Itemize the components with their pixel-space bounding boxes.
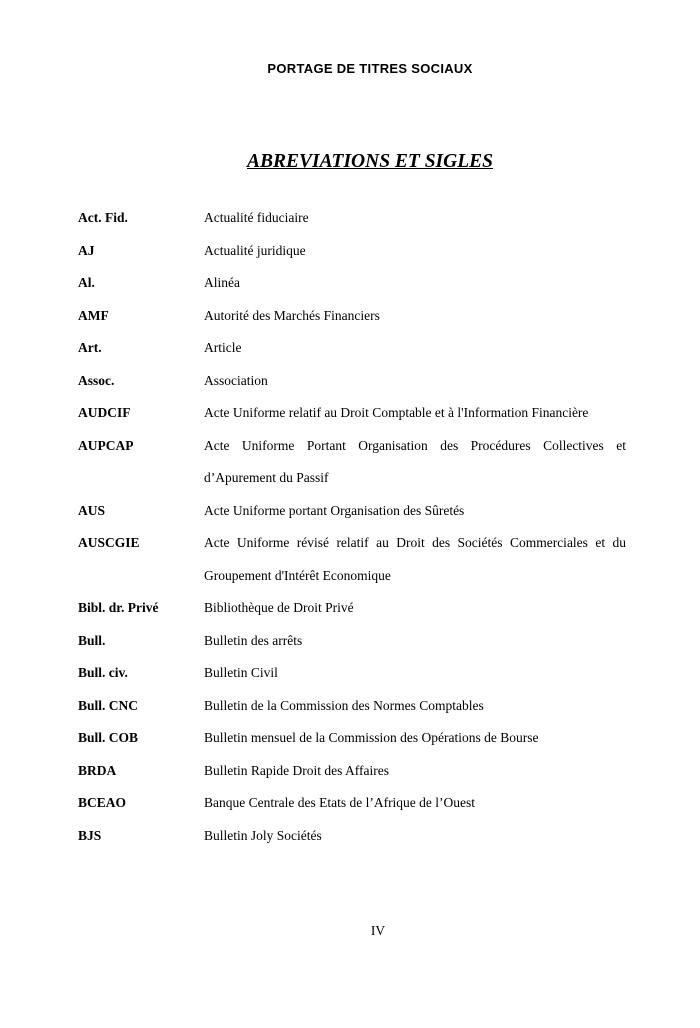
- abbreviation-row: [78, 300, 626, 333]
- abbreviation-definition: Alinéa: [204, 275, 240, 290]
- abbreviation-term: Bull. civ.: [78, 665, 128, 680]
- abbreviation-term: Bull. CNC: [78, 697, 139, 713]
- abbreviation-list: [78, 202, 626, 852]
- abbreviation-definition: Acte Uniforme relatif au Droit Comptable et à l'Information Financière: [204, 405, 589, 420]
- abbreviation-term: Bull.: [78, 632, 106, 648]
- abbreviation-row: [78, 365, 626, 398]
- abbreviation-row: [78, 495, 626, 528]
- abbreviation-term: Al.: [78, 275, 95, 290]
- abbreviation-definition: Actualité fiduciaire: [204, 210, 309, 225]
- abbreviation-term: Art.: [78, 340, 102, 355]
- abbreviation-row: [78, 755, 626, 788]
- abbreviation-term: BJS: [78, 827, 102, 843]
- abbreviation-definition: Banque Centrale des Etats de l’Afrique de l’Ouest: [204, 795, 476, 810]
- abbreviation-row: [78, 787, 626, 820]
- abbreviation-row: [78, 332, 626, 365]
- abbreviation-term: AUS: [78, 502, 106, 518]
- abbreviation-term: AUPCAP: [78, 437, 134, 453]
- abbreviation-definition: Bulletin des arrêts: [204, 632, 303, 648]
- abbreviation-term: Assoc.: [78, 372, 115, 388]
- abbreviation-row: [78, 722, 626, 755]
- abbreviation-term: AMF: [78, 307, 109, 323]
- abbreviation-definition: Bulletin de la Commission des Normes Comptables: [204, 697, 484, 713]
- abbreviation-definition: Bulletin mensuel de la Commission des Opérations de Bourse: [204, 730, 539, 745]
- abbreviation-definition: Actualité juridique: [204, 242, 306, 258]
- abbreviation-term: BCEAO: [78, 795, 127, 810]
- abbreviation-row: [78, 267, 626, 300]
- abbreviation-row: [78, 527, 626, 592]
- abbreviation-term: BRDA: [78, 762, 117, 778]
- section-title: ABREVIATIONS ET SIGLES: [246, 151, 493, 172]
- abbreviation-definition: Article: [204, 340, 242, 355]
- abbreviation-row: [78, 430, 626, 495]
- abbreviation-definition: Bibliothèque de Droit Privé: [204, 600, 354, 615]
- abbreviation-term: Act. Fid.: [78, 210, 128, 225]
- abbreviation-row: [78, 235, 626, 268]
- abbreviation-definition: Acte Uniforme Portant Organisation des Procédures Collectives et d’Apurement du Passif: [204, 437, 626, 485]
- abbreviation-row: [78, 397, 626, 430]
- abbreviation-term: AJ: [78, 242, 95, 258]
- abbreviation-term: Bibl. dr. Privé: [78, 600, 159, 615]
- abbreviation-row: [78, 592, 626, 625]
- abbreviation-definition: Bulletin Civil: [204, 665, 278, 680]
- abbreviation-definition: Bulletin Joly Sociétés: [204, 827, 322, 843]
- abbreviation-term: Bull. COB: [78, 730, 139, 745]
- page-number: IV: [370, 923, 386, 938]
- abbreviation-definition: Bulletin Rapide Droit des Affaires: [204, 762, 389, 778]
- abbreviation-definition: Autorité des Marchés Financiers: [204, 307, 380, 323]
- abbreviation-row: [78, 820, 626, 853]
- abbreviation-definition: Association: [204, 372, 268, 388]
- abbreviation-row: [78, 657, 626, 690]
- abbreviation-term: AUDCIF: [78, 405, 131, 420]
- abbreviation-row: [78, 625, 626, 658]
- abbreviation-term: AUSCGIE: [78, 535, 140, 550]
- abbreviation-row: [78, 690, 626, 723]
- abbreviation-row: [78, 202, 626, 235]
- abbreviation-definition: Acte Uniforme révisé relatif au Droit des Sociétés Commerciales et du Groupement d'Intérêt Economique: [204, 535, 626, 583]
- abbreviation-definition: Acte Uniforme portant Organisation des Sûretés: [204, 502, 465, 518]
- running-header-title: PORTAGE DE TITRES SOCIAUX: [267, 61, 473, 76]
